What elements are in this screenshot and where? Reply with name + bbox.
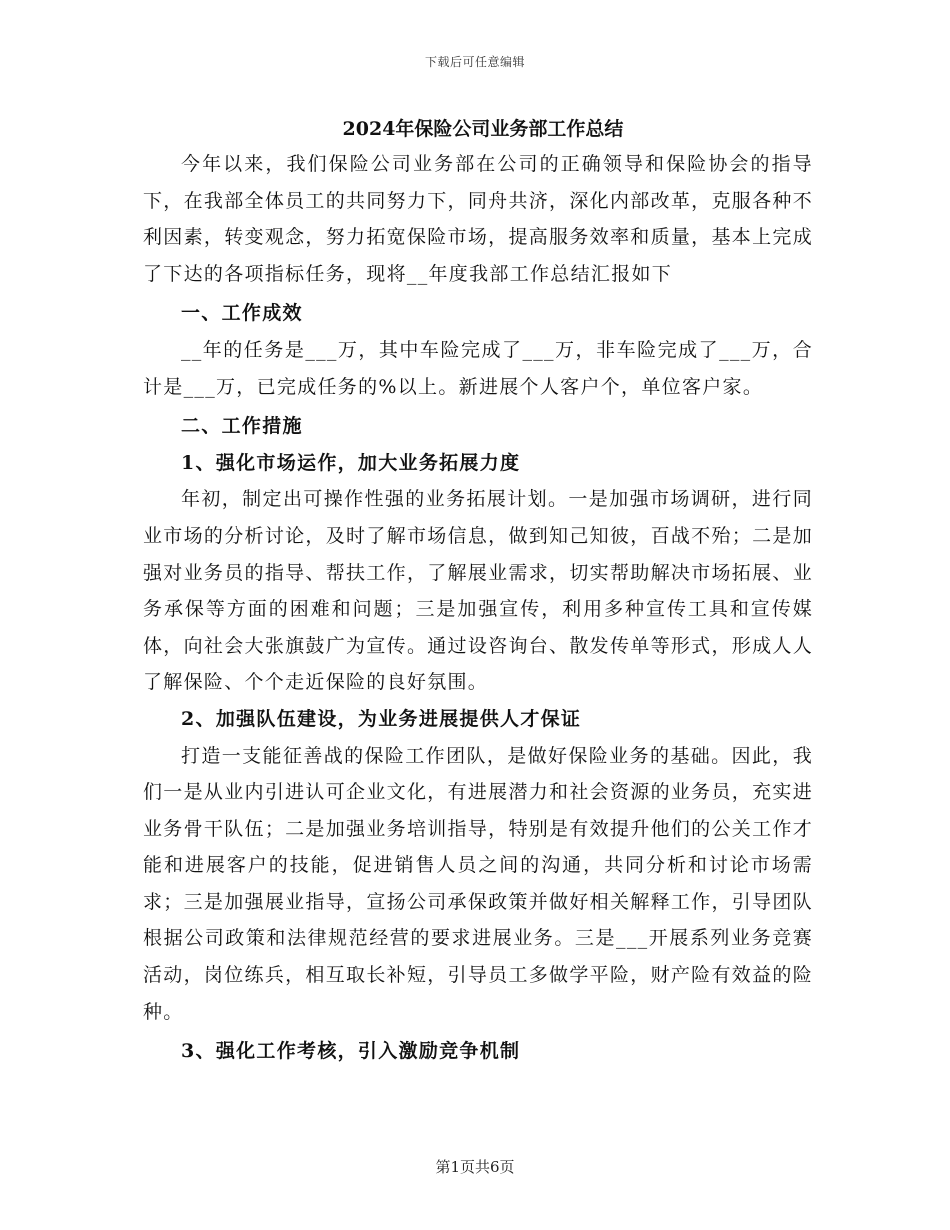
team-paragraph: 打造一支能征善战的保险工作团队，是做好保险业务的基础。因此，我们一是从业内引进认可企业文化，有进展潜力和社会资源的业务员，充实进业务骨干队伍；二是加强业务培训指导，特别是有效提升他们的公关工作才能和进展客户的技能，促进销售人员之间的沟通，共同分析和讨论市场需求；三是加强展业指导，宣扬公司承保政策并做好相关解释工作，引导团队根据公司政策和法律规范经营的要求进展业务。三是___开展系列业务竞赛活动，岗位练兵，相互取长补短，引导员工多做学平险，财产险有效益的险种。	[143, 744, 813, 1023]
header-note: 下载后可任意编辑	[424, 55, 525, 69]
page-number: 第1页共6页	[435, 1158, 515, 1176]
market-paragraph: 年初，制定出可操作性强的业务拓展计划。一是加强市场调研，进行同业市场的分析讨论，及时了解市场信息，做到知己知彼，百战不殆；二是加强对业务员的指导、帮扶工作，了解展业需求，切实帮助解决市场拓展、业务承保等方面的困难和问题；三是加强宣传，利用多种宣传工具和宣传媒体，向社会大张旗鼓广为宣传。通过设咨询台、散发传单等形式，形成人人了解保险、个个走近保险的良好氛围。	[143, 488, 813, 694]
intro-paragraph: 今年以来，我们保险公司业务部在公司的正确领导和保险协会的指导下，在我部全体员工的共同努力下，同舟共济，深化内部改革，克服各种不利因素，转变观念，努力拓宽保险市场，提高服务效率和质量，基本上完成了下达的各项指标任务，现将__年度我部工作总结汇报如下	[143, 153, 813, 285]
results-paragraph: __年的任务是___万，其中车险完成了___万，非车险完成了___万，合计是___万，已完成任务的%以上。新进展个人客户个，单位客户家。	[143, 338, 813, 398]
document-title: 2024年保险公司业务部工作总结	[342, 118, 624, 140]
section-heading-results: 一、工作成效	[181, 302, 303, 325]
document-body	[143, 112, 813, 1070]
subsection-heading-team: 2、加强队伍建设，为业务进展提供人才保证	[181, 707, 582, 730]
subsection-heading-market: 1、强化市场运作，加大业务拓展力度	[181, 451, 521, 474]
section-heading-measures: 二、工作措施	[181, 415, 303, 438]
subsection-heading-assessment: 3、强化工作考核，引入激励竞争机制	[181, 1040, 521, 1063]
